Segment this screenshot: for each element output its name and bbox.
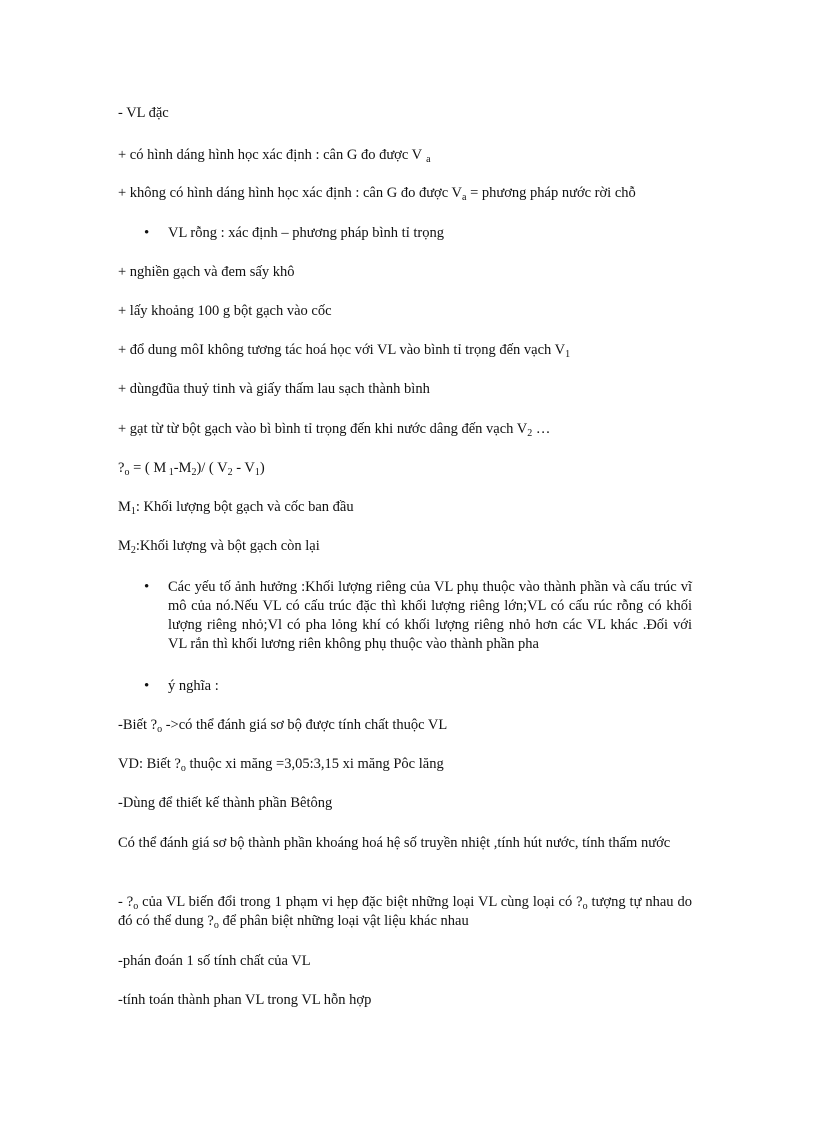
line-m2 [118,537,320,556]
text: tượng tự nhau do đó có thể dung ? [118,894,692,929]
bullet-vl-rong [168,224,444,243]
text: + lấy khoảng 100 g bột gạch vào cốc [118,303,332,319]
text: M [118,538,131,554]
text: ? [118,460,125,476]
text: Các yếu tố ảnh hưởng :Khối lượng riêng của VL phụ thuộc vào thành phần và cấu trúc vĩ mô của nó.Nếu VL có cấu trúc đặc thì khối lượng riêng lớn;VL có cấu rúc rỗng có khối lượng riêng nhỏ;Vl có pha lỏng khí có khối lượng riêng nhỏ hơn các VL khác .Đối với VL rắn thì khối lương riên không phụ thuộc vào thành phần pha [168,579,692,652]
line-biet [118,716,447,735]
subscript: 1 [130,506,136,517]
text: M [118,499,131,515]
text: của VL biến đổi trong 1 phạm vi hẹp đặc biệt những loại VL cùng loại có ? [138,894,583,910]
line-nghien-gach [118,263,295,282]
subscript: o [124,467,130,478]
bullet-yeu-to-anh-huong [168,578,692,654]
text: -tính toán thành phan VL trong VL hỗn hợp [118,992,372,1008]
line-co-hinh-dang [118,146,431,165]
subscript: 1 [565,349,571,360]
text: thuộc xi măng =3,05:3,15 xi măng Pôc lăng [185,756,444,772]
text: - ? [118,894,134,910]
text: … [532,421,551,437]
subscript: a [462,192,467,203]
text: + dùngđũa thuỷ tinh và giấy thấm lau sạch thành bình [118,381,430,397]
subscript: 2 [130,545,136,556]
text: :Khối lượng và bột gạch còn lại [135,538,320,554]
text: + không có hình dáng hình học xác định : cân G đo được V [118,185,462,201]
subscript: 2 [227,467,233,478]
bullet-icon [144,578,152,586]
text: + đổ dung môI không tương tác hoá học với VL vào bình tỉ trọng đến vạch V [118,342,566,358]
subscript: 2 [527,428,533,439]
subscript: 1 [254,467,260,478]
line-dung-de-thiet-ke [118,794,332,813]
text: VD: Biết ? [118,756,181,772]
text: + có hình dáng hình học xác định : cân G đo được V [118,147,423,163]
text: -Biết ? [118,717,158,733]
text: + gạt từ từ bột gạch vào bì bình tỉ trọng đến khi nước dâng đến vạch V [118,421,528,437]
subscript: a [426,154,431,165]
line-do-dung-moi [118,341,570,360]
text: ) [259,460,265,476]
paragraph-danh-gia [118,834,692,853]
text: = ( M [129,460,167,476]
text: - V [232,460,255,476]
subscript: 2 [191,467,197,478]
text: = phương pháp nước rời chỗ [466,185,636,201]
bullet-icon [144,224,152,232]
text: -M [173,460,192,476]
paragraph-bien-doi [118,893,692,931]
line-m1 [118,498,354,517]
bullet-icon [144,677,152,685]
text: ý nghĩa : [168,678,219,694]
subscript: o [157,724,163,735]
subscript: o [180,763,186,774]
text: ->có thể đánh giá sơ bộ được tính chất thuộc VL [162,717,448,733]
subscript: o [213,920,219,931]
text: )/ ( V [196,460,228,476]
subscript: 1 [166,467,174,478]
text: VL rỗng : xác định – phương pháp bình tỉ trọng [168,225,444,241]
formula-density [118,459,265,478]
text: -phán đoán 1 số tính chất của VL [118,953,311,969]
line-lay-khoang [118,302,332,321]
line-khong-co-hinh-dang [118,184,636,203]
text: + nghiền gạch và đem sấy khô [118,264,295,280]
line-vd [118,755,444,774]
bullet-y-nghia [168,677,219,696]
line-dung-dua [118,380,430,399]
text: - VL đặc [118,105,169,121]
text: -Dùng để thiết kế thành phần Bêtông [118,795,333,811]
text: để phân biệt những loại vật liệu khác nhau [218,913,469,929]
subscript: o [133,901,139,912]
text: : Khối lượng bột gạch và cốc ban đầu [135,499,354,515]
line-phan-doan [118,952,311,971]
subscript: o [582,901,588,912]
line-vl-dac [118,104,169,123]
line-tinh-toan [118,991,371,1010]
line-gat-tu-tu [118,420,550,439]
text: Có thể đánh giá sơ bộ thành phần khoáng hoá hệ số truyền nhiệt ,tính hút nước, tính thấm nước [118,835,671,851]
